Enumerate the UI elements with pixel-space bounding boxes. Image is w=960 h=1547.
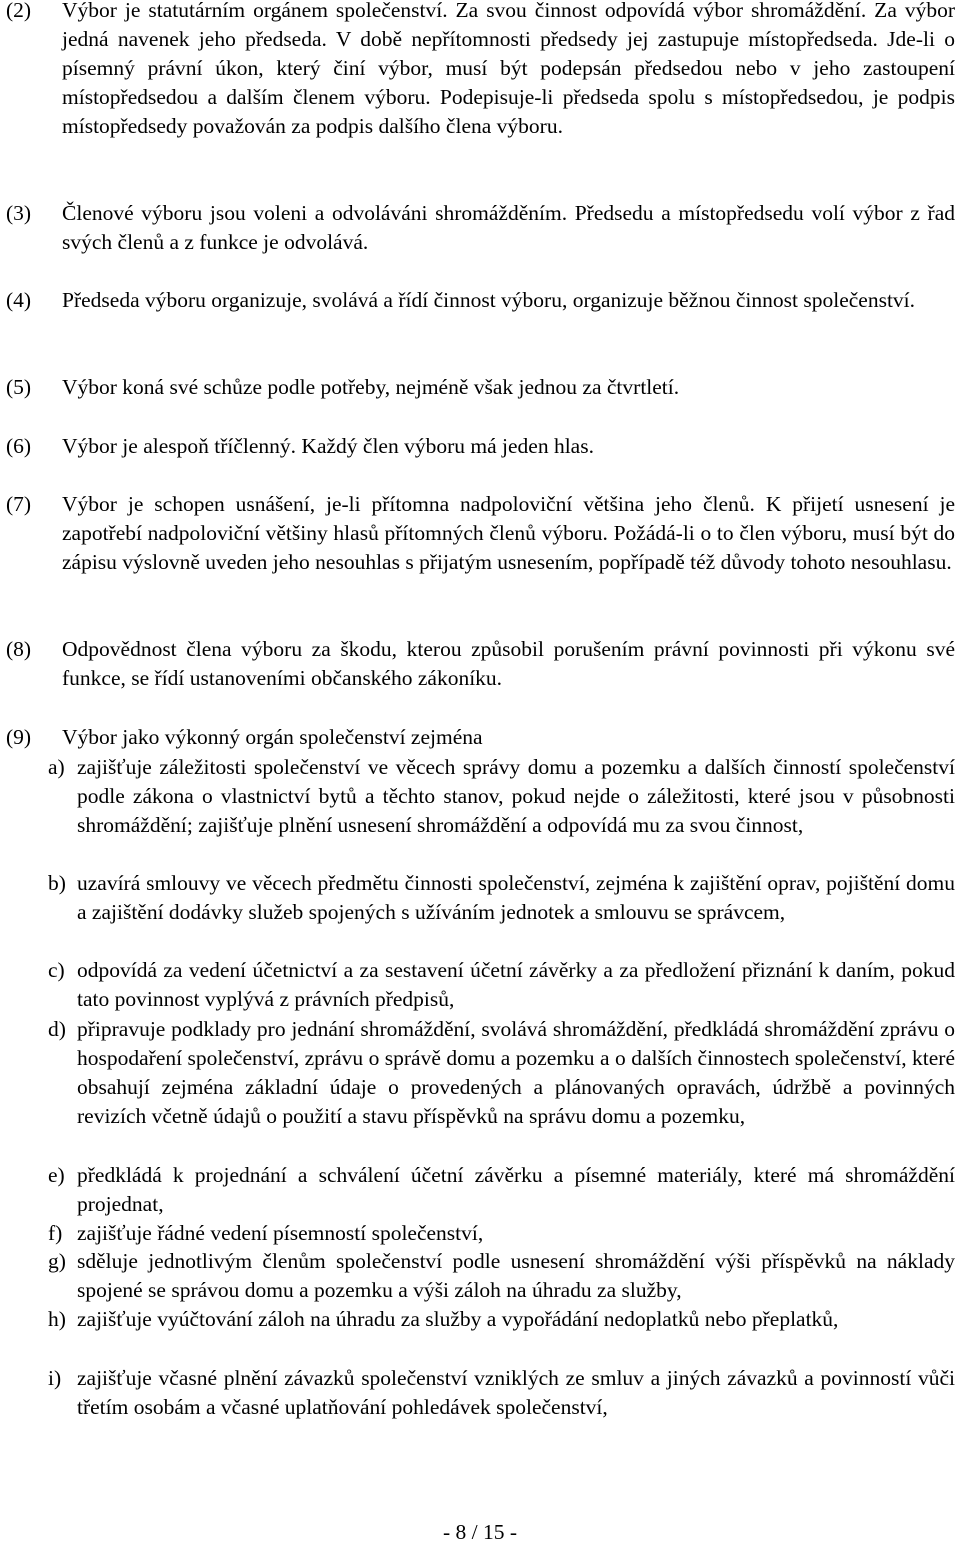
paragraph-text: Odpovědnost člena výboru za škodu, kterou způsobil porušením právní povinnosti při výkonu své funkce, se řídí ustanoveními občanského zákoníku. xyxy=(62,637,955,690)
paragraph-number: (6) xyxy=(6,434,32,458)
list-item-text: odpovídá za vedení účetnictví a za sestavení účetní závěrky a za předložení přiznání k daním, pokud tato povinnost vyplývá z právních předpisů, xyxy=(77,958,955,1011)
list-item-text: předkládá k projednání a schválení účetní závěrku a písemné materiály, které má shromáždění projednat, xyxy=(77,1163,955,1216)
list-item-letter: d) xyxy=(48,1017,66,1041)
list-item-text: zajišťuje řádné vedení písemností společenství, xyxy=(77,1221,484,1245)
list-item-letter: e) xyxy=(48,1163,65,1187)
list-item-letter: c) xyxy=(48,958,65,982)
list-item-letter: g) xyxy=(48,1249,66,1273)
paragraph-number: (3) xyxy=(6,201,32,225)
list-item-letter: a) xyxy=(48,755,65,779)
list-item-letter: h) xyxy=(48,1307,66,1331)
paragraph-text: Výbor je alespoň tříčlenný. Každý člen výboru má jeden hlas. xyxy=(62,434,594,458)
paragraph-text: Výbor je statutárním orgánem společenství. Za svou činnost odpovídá výbor shromáždění. Za výbor jedná navenek jeho předseda. V době nepřítomnosti předsedy jej zastupuje místopředseda. Jde-li o písemný právní úkon, který činí výbor, musí být podepsán předsedou nebo v jeho zastoupení místopředsedou a dalším členem výboru. Podepisuje-li předseda spolu s místopředsedou, je podpis místopředsedy považován za podpis dalšího člena výboru. xyxy=(62,0,955,138)
list-item-text: zajišťuje záležitosti společenství ve věcech správy domu a pozemku a dalších činností společenství podle zákona o vlastnictví bytů a těchto stanov, pokud nejde o záležitosti, které jsou v působnosti shromáždění; zajišťuje plnění usnesení shromáždění a odpovídá mu za svou činnost, xyxy=(77,755,955,837)
paragraph-number: (5) xyxy=(6,375,32,399)
list-item-text: zajišťuje včasné plnění závazků společenství vzniklých ze smluv a jiných závazků a povinností vůči třetím osobám a včasné uplatňování pohledávek společenství, xyxy=(77,1366,955,1419)
paragraph-text: Výbor je schopen usnášení, je-li přítomna nadpoloviční většina jeho členů. K přijetí usnesení je zapotřebí nadpoloviční většiny hlasů přítomných členů výboru. Požádá-li o to člen výboru, musí být do zápisu výslovně uveden jeho nesouhlas s přijatým usnesením, popřípadě též důvody tohoto nesouhlasu. xyxy=(62,492,955,574)
list-item-text: zajišťuje vyúčtování záloh na úhradu za služby a vypořádání nedoplatků nebo přeplatků, xyxy=(77,1307,839,1331)
paragraph-number: (7) xyxy=(6,492,32,516)
paragraph-number: (4) xyxy=(6,288,32,312)
paragraph-number: (9) xyxy=(6,725,32,749)
page-number: - 8 / 15 - xyxy=(442,1520,518,1544)
list-item-letter: i) xyxy=(48,1366,62,1390)
paragraph-text: Výbor jako výkonný orgán společenství zejména xyxy=(62,725,483,749)
list-item-letter: f) xyxy=(48,1221,63,1245)
paragraph-text: Členové výboru jsou voleni a odvoláváni shromážděním. Předsedu a místopředsedu volí výbor z řad svých členů a z funkce je odvolává. xyxy=(62,201,955,254)
paragraph-text: Výbor koná své schůze podle potřeby, nejméně však jednou za čtvrtletí. xyxy=(62,375,680,399)
paragraph-number: (8) xyxy=(6,637,32,661)
paragraph-number: (2) xyxy=(6,0,32,22)
list-item-letter: b) xyxy=(48,871,66,895)
list-item-text: uzavírá smlouvy ve věcech předmětu činnosti společenství, zejména k zajištění oprav, pojištění domu a zajištění dodávky služeb spojených s užíváním jednotek a smlouvu se správcem, xyxy=(77,871,955,924)
list-item-text: připravuje podklady pro jednání shromáždění, svolává shromáždění, předkládá shromáždění zprávu o hospodaření společenství, zprávu o správě domu a pozemku a o dalších činnostech společenství, které obsahují zejména základní údaje o provedených a plánovaných opravách, údržbě a povinných revizích včetně údajů o použití a stavu příspěvků na správu domu a pozemku, xyxy=(77,1017,955,1128)
list-item-text: sděluje jednotlivým členům společenství podle usnesení shromáždění výši příspěvků na náklady spojené se správou domu a pozemku a výši záloh na úhradu za služby, xyxy=(77,1249,955,1302)
paragraph-text: Předseda výboru organizuje, svolává a řídí činnost výboru, organizuje běžnou činnost společenství. xyxy=(62,288,916,312)
